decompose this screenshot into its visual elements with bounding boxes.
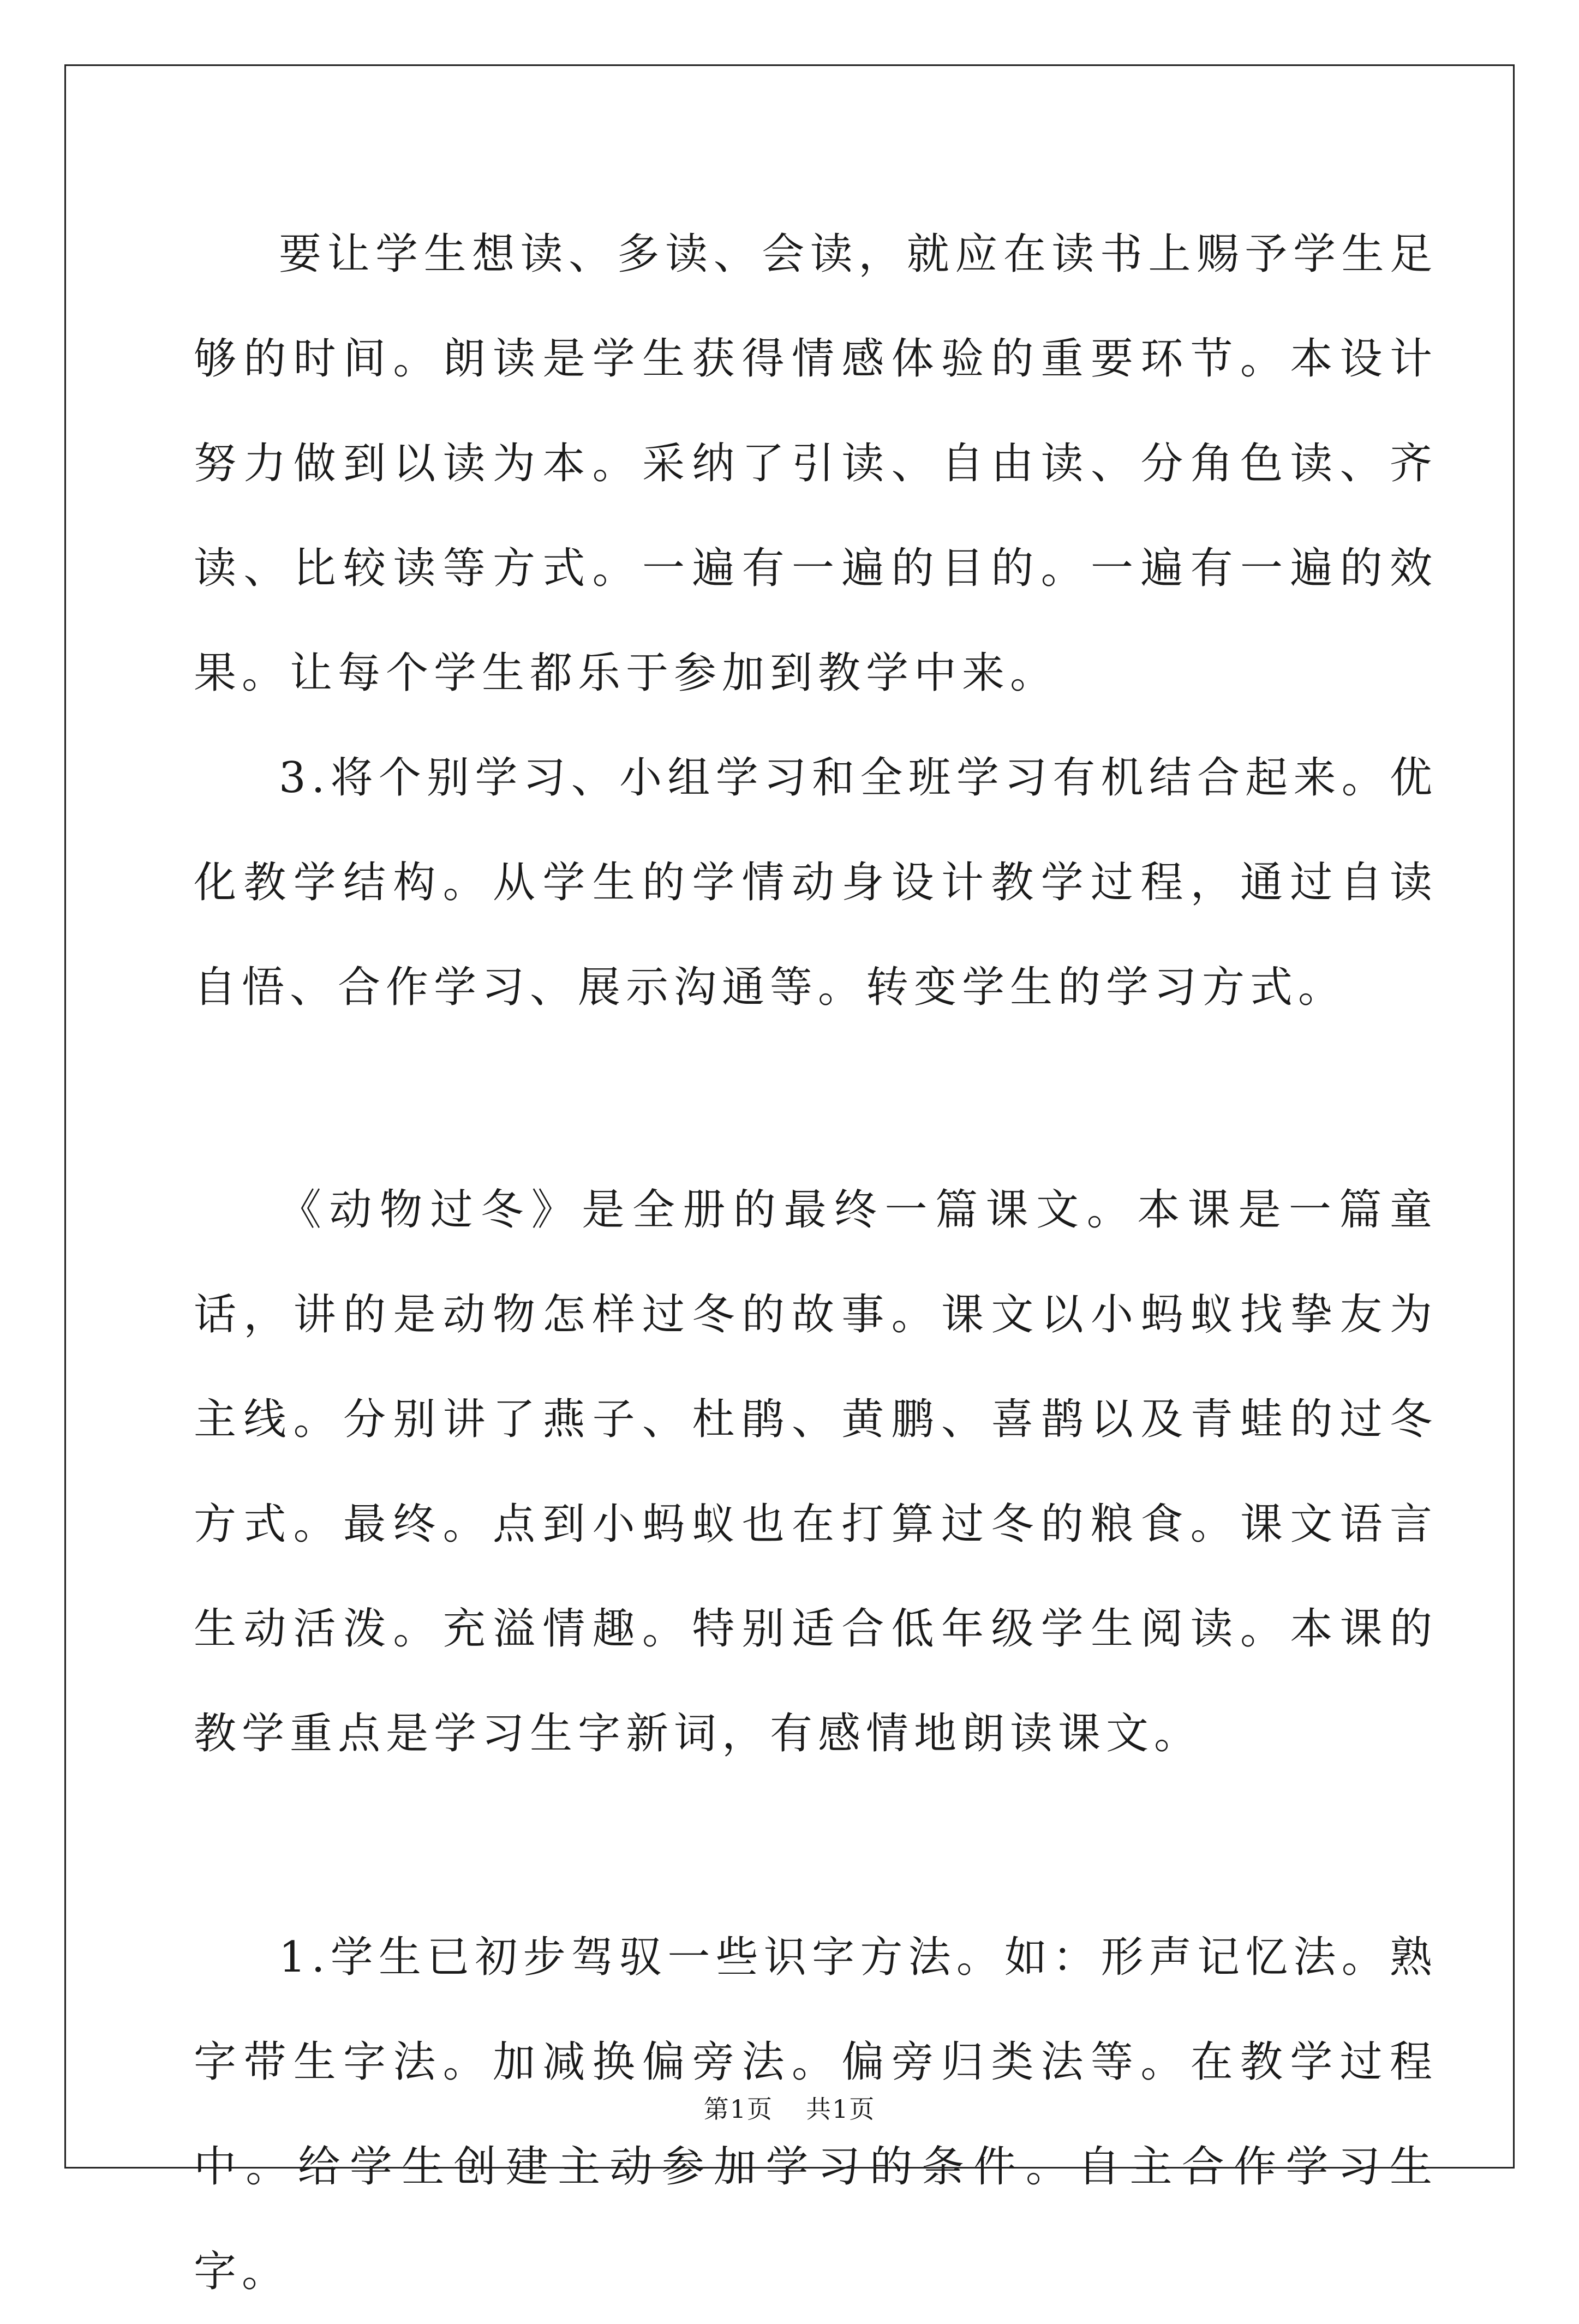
document-body [194,202,1438,2324]
paragraph-text-analysis: 《动物过冬》是全册的最终一篇课文。本课是一篇童话，讲的是动物怎样过冬的故事。课文以小蚂蚁找挚友为主线。分别讲了燕子、杜鹃、黄鹏、喜鹊以及青蛙的过冬方式。最终。点到小蚂蚁也在打算过冬的粮食。课文语言生动活泼。充溢情趣。特别适合低年级学生阅读。本课的教学重点是学习生字新词，有感情地朗读课文。 [194,1185,1438,1758]
paragraph-reading-practice: 要让学生想读、多读、会读，就应在读书上赐予学生足够的时间。朗读是学生获得情感体验的重要环节。本设计努力做到以读为本。采纳了引读、自由读、分角色读、齐读、比较读等方式。一遍有一遍的目的。一遍有一遍的效果。让每个学生都乐于参加到教学中来。 [194,230,1438,698]
page-number: 第1页 [703,2094,773,2124]
paragraph-literacy-methods: 1.学生已初步驾驭一些识字方法。如：形声记忆法。熟字带生字法。加减换偏旁法。偏旁归类法等。在教学过程中。给学生创建主动参加学习的条件。自主合作学习生字。 [194,1933,1438,2296]
page-footer [0,2089,1579,2125]
page-total: 共1页 [806,2094,876,2124]
paragraph-learning-structure: 3.将个别学习、小组学习和全班学习有机结合起来。优化教学结构。从学生的学情动身设计教学过程，通过自读自悟、合作学习、展示沟通等。转变学生的学习方式。 [194,753,1438,1012]
